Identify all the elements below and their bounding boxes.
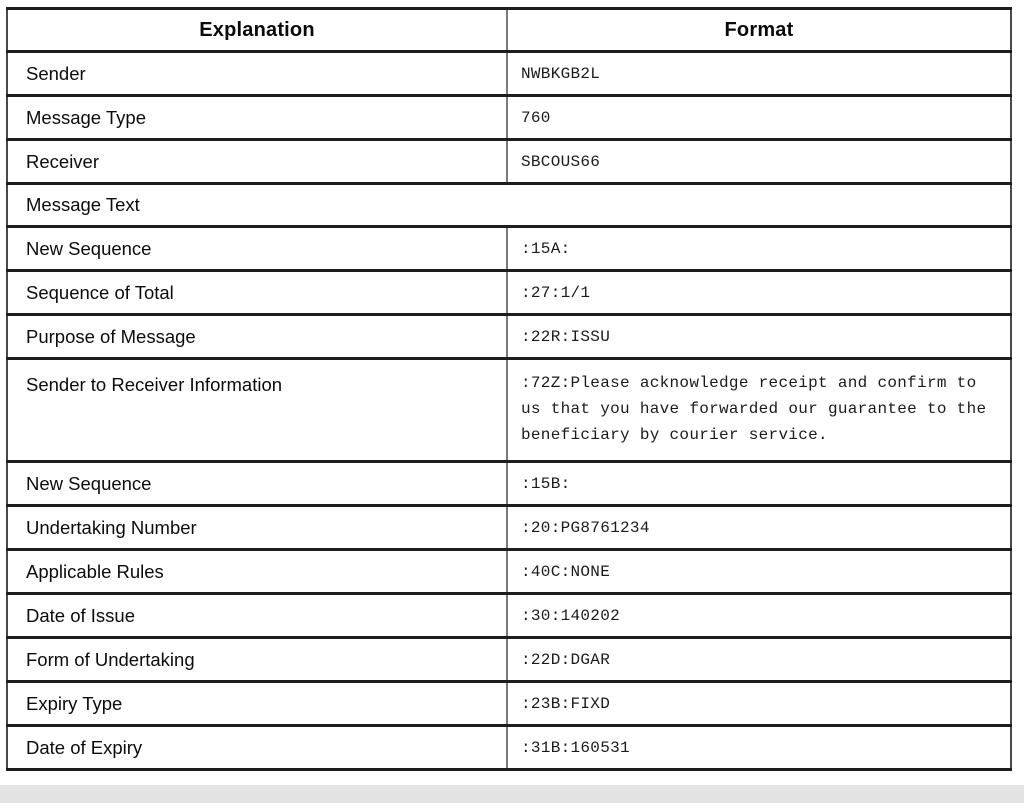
section-header-cell: Message Text [7, 184, 1011, 227]
column-header-explanation: Explanation [7, 9, 507, 52]
format-cell: :30:140202 [507, 594, 1011, 638]
format-cell: NWBKGB2L [507, 52, 1011, 96]
explanation-cell: Sender [7, 52, 507, 96]
swift-format-table [6, 7, 1012, 771]
format-cell: :23B:FIXD [507, 682, 1011, 726]
explanation-cell: Form of Undertaking [7, 638, 507, 682]
format-cell: :20:PG8761234 [507, 506, 1011, 550]
format-cell: :22D:DGAR [507, 638, 1011, 682]
format-cell: :40C:NONE [507, 550, 1011, 594]
column-header-format: Format [507, 9, 1011, 52]
explanation-cell: Undertaking Number [7, 506, 507, 550]
format-cell: SBCOUS66 [507, 140, 1011, 184]
table-row [7, 271, 1011, 315]
explanation-cell: Applicable Rules [7, 550, 507, 594]
explanation-cell: Receiver [7, 140, 507, 184]
table-row [7, 140, 1011, 184]
table-row [7, 227, 1011, 271]
explanation-cell: Date of Issue [7, 594, 507, 638]
page-bottom-strip [0, 785, 1024, 803]
format-cell: :27:1/1 [507, 271, 1011, 315]
format-cell: :15B: [507, 462, 1011, 506]
table-row [7, 682, 1011, 726]
format-cell: :31B:160531 [507, 726, 1011, 770]
explanation-cell: Expiry Type [7, 682, 507, 726]
format-cell: :15A: [507, 227, 1011, 271]
explanation-cell: New Sequence [7, 227, 507, 271]
table-row [7, 638, 1011, 682]
table-row [7, 550, 1011, 594]
explanation-cell: Sender to Receiver Information [7, 359, 507, 462]
table-row [7, 52, 1011, 96]
table-row [7, 726, 1011, 770]
explanation-cell: Purpose of Message [7, 315, 507, 359]
format-cell: :72Z:Please acknowledge receipt and confirm to us that you have forwarded our guarantee to the beneficiary by courier service. [507, 359, 1011, 462]
explanation-cell: New Sequence [7, 462, 507, 506]
table-row [7, 96, 1011, 140]
table-row-sender-to-receiver [7, 359, 1011, 462]
table-row [7, 462, 1011, 506]
explanation-cell: Message Type [7, 96, 507, 140]
explanation-cell: Sequence of Total [7, 271, 507, 315]
header-row [7, 9, 1011, 52]
table-row [7, 506, 1011, 550]
table-row [7, 315, 1011, 359]
table-row-message-text [7, 184, 1011, 227]
table-row [7, 594, 1011, 638]
format-cell: 760 [507, 96, 1011, 140]
explanation-cell: Date of Expiry [7, 726, 507, 770]
format-cell: :22R:ISSU [507, 315, 1011, 359]
